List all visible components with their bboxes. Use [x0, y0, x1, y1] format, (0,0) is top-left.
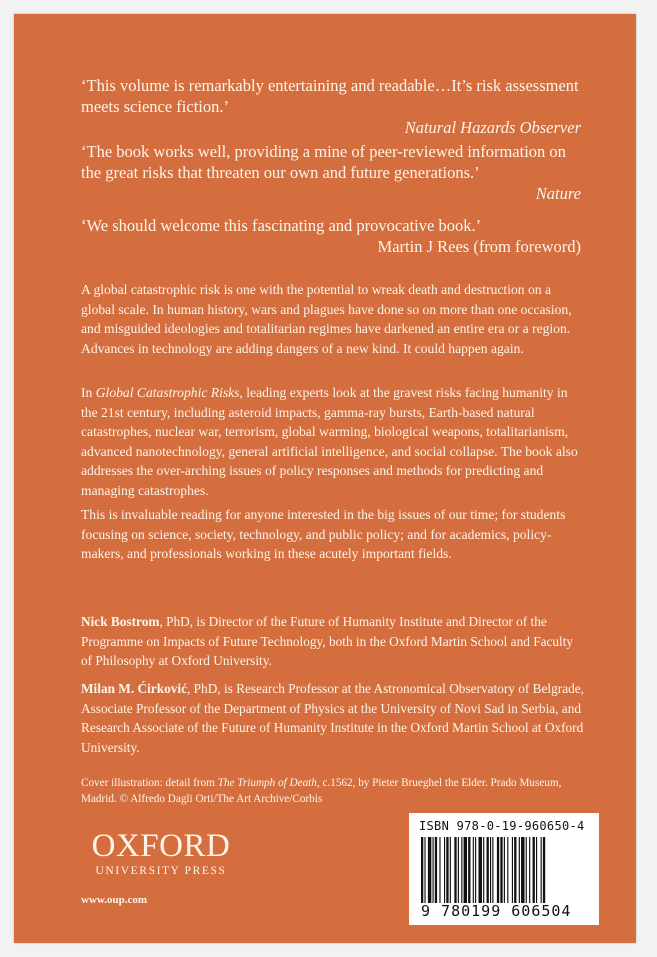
isbn-label: ISBN 978-0-19-960650-4: [419, 819, 585, 833]
barcode-bar: [533, 837, 535, 903]
barcode-bar: [475, 837, 476, 903]
author-bio-1: [81, 612, 586, 671]
barcode-bar: [490, 837, 491, 903]
barcode-bar: [458, 837, 459, 903]
barcode-bar: [543, 837, 545, 903]
barcode-bar: [446, 837, 448, 903]
quote-text: ‘The book works well, providing a mine of peer-reviewed information on the great risks that threaten our own and future generations.’: [81, 142, 566, 182]
author-name: Nick Bostrom: [81, 614, 160, 629]
barcode-bar: [500, 837, 502, 903]
barcode-bar: [424, 837, 425, 903]
barcode-bar: [526, 837, 527, 903]
barcode-bar: [536, 837, 537, 903]
quote-text: ‘This volume is remarkably entertaining and readable…It’s risk assessment meets science fiction.’: [81, 76, 579, 116]
barcode-bar: [521, 837, 524, 903]
publisher-subtitle: UNIVERSITY PRESS: [95, 865, 227, 877]
barcode-bar: [479, 837, 482, 903]
barcode-bar: [433, 837, 434, 903]
barcode-bar: [541, 837, 542, 903]
text: Cover illustration: detail from: [81, 777, 218, 789]
review-quote-1: [81, 75, 581, 138]
text: In: [81, 385, 96, 400]
publisher-url[interactable]: www.oup.com: [81, 894, 148, 906]
barcode-bar: [487, 837, 489, 903]
barcode-bar: [483, 837, 484, 903]
back-cover: [14, 14, 636, 943]
barcode-bar: [435, 837, 437, 903]
barcode-bar: [529, 837, 530, 903]
barcode-bar: [464, 837, 467, 903]
barcode-bar: [461, 837, 462, 903]
publisher-name: OXFORD: [91, 828, 231, 864]
description-paragraph-1: A global catastrophic risk is one with the potential to wreak death and destruction on a global scale. In human history, wars and plagues have done so on more than one occasion, and misguided ideologies and totalitarian regimes have darkened an entire era or a region. Advances in technology are adding dangers of a new kind. It could happen again.: [81, 282, 572, 356]
barcode-bar: [439, 837, 440, 903]
barcode-bar: [492, 837, 493, 903]
text: , c.1562, by Pieter Brueghel the Elder. Prado Museum, Madrid. © Alfredo Dagli Orti/The Art Archive/Corbis: [81, 777, 562, 805]
barcode-bar: [519, 837, 520, 903]
barcode-bar: [504, 837, 505, 903]
barcode-bar: [497, 837, 499, 903]
quote-text: ‘We should welcome this fascinating and provocative book.’: [81, 216, 482, 235]
barcode-bar: [454, 837, 456, 903]
author-bio-text: , PhD, is Research Professor at the Astronomical Observatory of Belgrade, Associate Professor of the Department of Physics at the University of Novi Sad in Serbia, and Research Associate of the Future of Humanity Institute in the Oxford Martin School at Oxford University.: [81, 681, 584, 755]
barcode-bar: [473, 837, 474, 903]
description-paragraph-2: [81, 383, 581, 500]
barcode-bar: [512, 837, 513, 903]
review-quote-2: [81, 141, 581, 204]
book-title: Global Catastrophic Risks: [95, 385, 240, 400]
author-bio-text: , PhD, is Director of the Future of Humanity Institute and Director of the Programme on Impacts of Future Technology, both in the Oxford Martin School and Faculty of Philosophy at Oxford University.: [81, 614, 574, 668]
quote-source: Martin J Rees (from foreword): [377, 237, 581, 256]
quote-source: Natural Hazards Observer: [404, 118, 581, 137]
barcode-panel: [409, 813, 599, 925]
description-paragraph-3: This is invaluable reading for anyone interested in the big issues of our time; for students focusing on science, society, technology, and public policy; and for academics, policy-makers, and professionals working in these acutely important fields.: [81, 507, 566, 561]
quote-source: Nature: [535, 184, 581, 203]
barcode-bar: [428, 837, 431, 903]
publisher-logo: [81, 829, 241, 877]
barcode-bar: [507, 837, 508, 903]
review-quote-3: [81, 215, 581, 257]
author-bio-2: [81, 679, 586, 757]
barcode-digits: 9 780199 606504: [421, 902, 572, 920]
author-name: Milan M. Ćirković: [81, 681, 187, 696]
barcode-bar: [450, 837, 451, 903]
barcode-bar: [444, 837, 445, 903]
barcode-bar: [421, 837, 423, 903]
artwork-title: The Triumph of Death: [217, 777, 317, 789]
barcode-bar: [468, 837, 470, 903]
text: , leading experts look at the gravest risks facing humanity in the 21st century, including asteroid impacts, gamma-ray bursts, Earth-based natural catastrophes, nuclear war, terrorism, global warming, biological weapons, totalitarianism, advanced nanotechnology, general artificial intelligence, and social collapse. The book also addresses the over-arching issues of policy responses and methods for predicting and managing catastrophes.: [81, 385, 578, 498]
barcode-bars: [421, 837, 587, 903]
barcode-bar: [514, 837, 516, 903]
cover-credit: [81, 775, 581, 807]
